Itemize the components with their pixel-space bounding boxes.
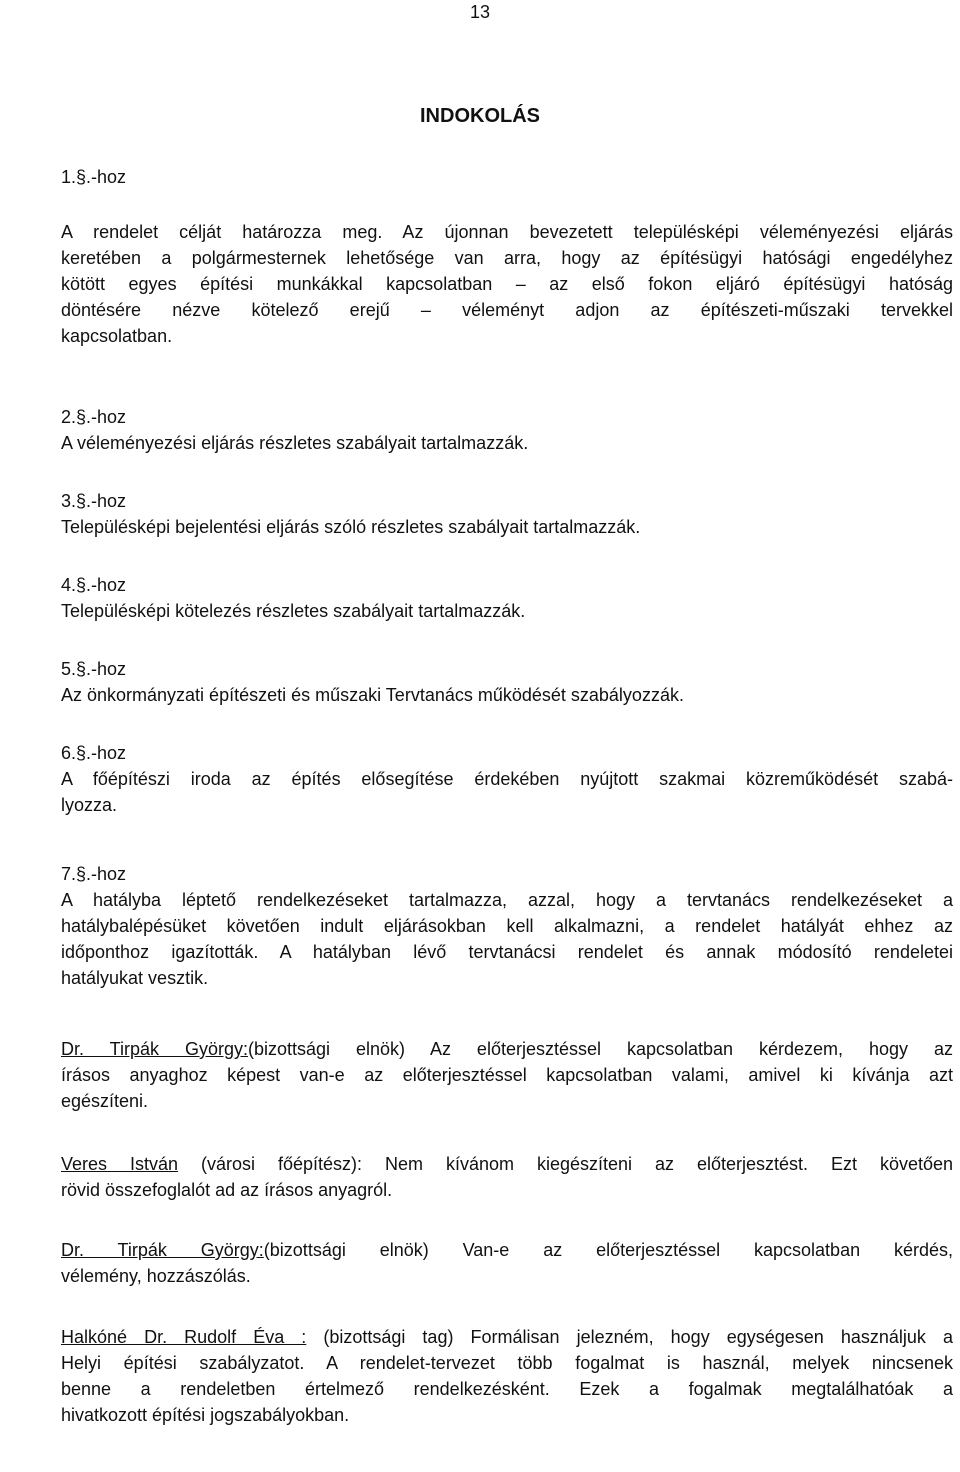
section-3 [61, 488, 953, 540]
section-6-title: 6.§.-hoz [61, 743, 127, 763]
section-4-title: 4.§.-hoz [61, 575, 127, 595]
body-line: Településképi bejelentési eljárás szóló részletes szabályait tartalmazzák. [61, 517, 641, 537]
body-line: hatályukat vesztik. [61, 968, 209, 988]
body-line: Helyi építési szabályzatot. A rendelet-tervezet több fogalmat is használ, melyek nincsenek [61, 1353, 953, 1373]
speaker-name: Dr. Tirpák György: [61, 1240, 264, 1260]
statement-text: (bizottsági elnök) Van-e az előterjesztéssel kapcsolatban kérdés, [263, 1240, 953, 1260]
section-3-title: 3.§.-hoz [61, 491, 127, 511]
body-line: hatálybalépésüket követően indult eljárásokban kell alkalmazni, a rendelet hatályát ehhez az [61, 916, 953, 936]
body-line: időponthoz igazították. A hatályban lévő tervtanácsi rendelet és annak módosító rendeletei [61, 942, 953, 962]
section-1-body [61, 219, 953, 349]
body-line: A rendelet célját határozza meg. Az újonnan bevezetett településképi véleményezési eljárás [61, 222, 953, 242]
statement-text: (bizottsági tag) Formálisan jelezném, hogy egységesen használjuk a [306, 1327, 953, 1347]
body-line: Településképi kötelezés részletes szabályait tartalmazzák. [61, 601, 526, 621]
speaker-name: Halkóné Dr. Rudolf Éva : [61, 1327, 307, 1347]
section-1-title: 1.§.-hoz [61, 167, 127, 187]
statement-4 [61, 1324, 953, 1428]
body-line: benne a rendeletben értelmező rendelkezésként. Ezek a fogalmak megtalálhatóak a [61, 1379, 953, 1399]
section-4 [61, 572, 953, 624]
body-line: írásos anyaghoz képest van-e az előterjesztéssel kapcsolatban valami, amivel ki kívánja azt [61, 1065, 953, 1085]
section-7-title: 7.§.-hoz [61, 864, 127, 884]
body-line: keretében a polgármesternek lehetősége van arra, hogy az építésügyi hatósági engedélyhez [61, 248, 953, 268]
body-line: rövid összefoglalót ad az írásos anyagról. [61, 1180, 393, 1200]
statement-3 [61, 1237, 953, 1289]
statement-1 [61, 1036, 953, 1114]
body-line: A hatályba léptető rendelkezéseket tartalmazza, azzal, hogy a tervtanács rendelkezéseket a [61, 890, 953, 910]
statement-2 [61, 1151, 953, 1203]
body-line: A véleményezési eljárás részletes szabályait tartalmazzák. [61, 433, 529, 453]
statement-text: (bizottsági elnök) Az előterjesztéssel kapcsolatban kérdezem, hogy az [247, 1039, 953, 1059]
section-6 [61, 740, 953, 818]
page-number: 13 [469, 2, 491, 22]
section-5 [61, 656, 953, 708]
statement-text: (városi főépítész): Nem kívánom kiegészíteni az előterjesztést. Ezt követően [178, 1154, 954, 1174]
page-title: INDOKOLÁS [420, 105, 540, 127]
body-line: hivatkozott építési jogszabályokban. [61, 1405, 350, 1425]
section-5-title: 5.§.-hoz [61, 659, 127, 679]
body-line: vélemény, hozzászólás. [61, 1266, 251, 1286]
speaker-name: Dr. Tirpák György: [61, 1039, 248, 1059]
body-line: kapcsolatban. [61, 326, 173, 346]
section-2-title: 2.§.-hoz [61, 407, 127, 427]
body-line: döntésére nézve kötelező erejű – véleményt adjon az építészeti-műszaki tervekkel [61, 300, 953, 320]
section-7 [61, 861, 953, 991]
speaker-name: Veres István [61, 1154, 179, 1174]
body-line: lyozza. [61, 795, 118, 815]
body-line: kötött egyes építési munkákkal kapcsolatban – az első fokon eljáró építésügyi hatóság [61, 274, 953, 294]
body-line: A főépítészi iroda az építés elősegítése érdekében nyújtott szakmai közreműködését szabá- [61, 769, 953, 789]
body-line: egészíteni. [61, 1091, 149, 1111]
body-line: Az önkormányzati építészeti és műszaki Tervtanács működését szabályozzák. [61, 685, 684, 705]
section-2 [61, 404, 953, 456]
